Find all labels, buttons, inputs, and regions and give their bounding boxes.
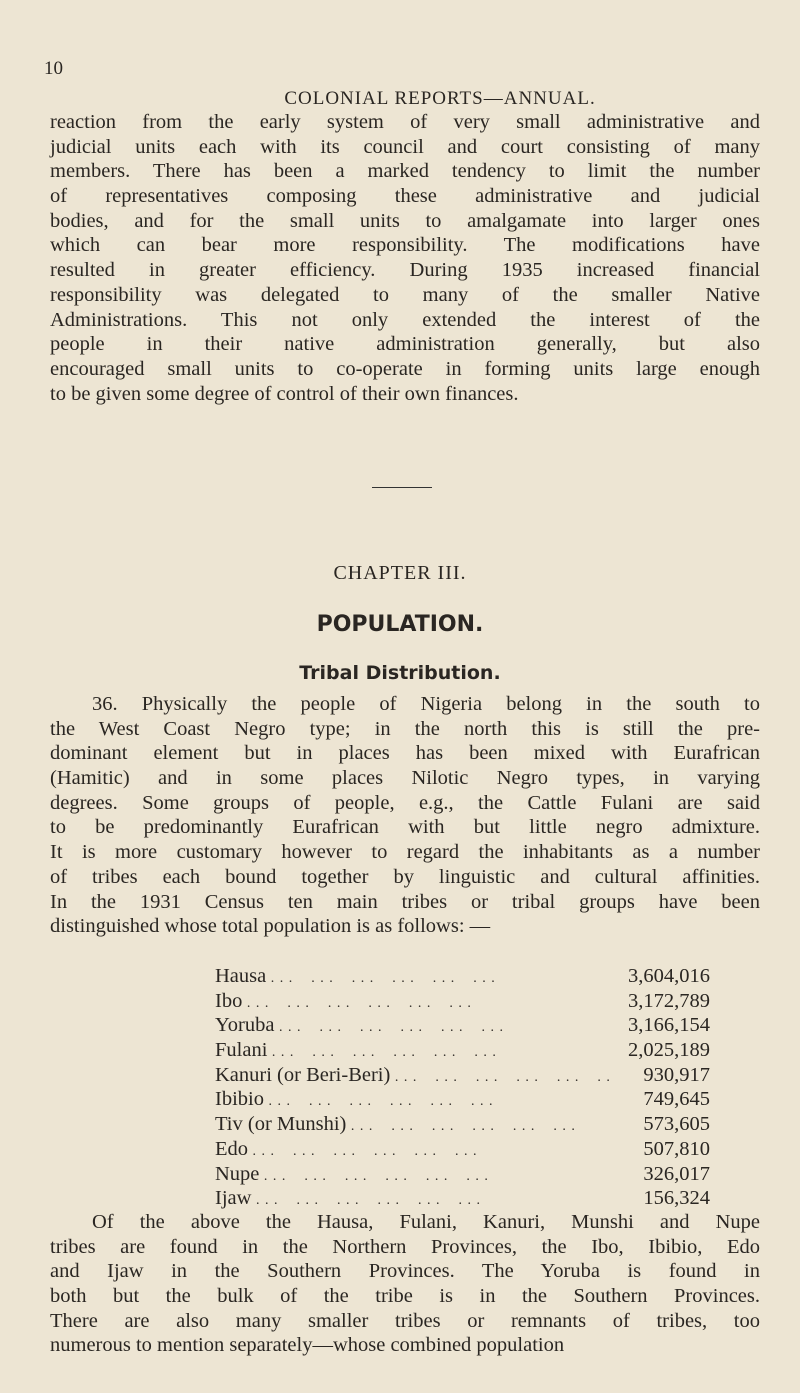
text-line: tribes are found in the Northern Provinces, the Ibo, Ibibio, Edo [50, 1235, 760, 1258]
text-line: of tribes each bound together by linguistic and cultural affinities. [50, 865, 760, 888]
text-line: In the 1931 Census ten main tribes or tribal groups have been [50, 890, 760, 913]
tribe-name: Fulani . . . [215, 1038, 610, 1063]
text-line: Administrations. This not only extended the interest of the [50, 308, 760, 331]
text-line: It is more customary however to regard the inhabitants as a number [50, 841, 760, 864]
text-line: which can bear more responsibility. The modifications have [50, 234, 760, 257]
tribe-population-table [215, 964, 710, 1211]
text-line: resulted in greater efficiency. During 1935 increased financial [50, 259, 760, 282]
tribe-population: 573,605 [643, 1113, 710, 1136]
table-row [215, 1063, 710, 1088]
text-line: to be predominantly Eurafrican with but little negro admixture. [50, 816, 760, 839]
table-row [215, 1038, 710, 1063]
text-line: of representatives composing these administrative and judicial [50, 185, 760, 208]
paragraph-3 [50, 1210, 760, 1358]
text-line: degrees. Some groups of people, e.g., the Cattle Fulani are said [50, 791, 760, 814]
tribe-name: Ijaw . . . [215, 1186, 610, 1211]
tribe-name: Ibo . . . [215, 989, 610, 1014]
text-line: both but the bulk of the tribe is in the Southern Provinces. [50, 1285, 760, 1308]
tribe-population: 507,810 [643, 1137, 710, 1160]
tribe-population: 3,172,789 [628, 989, 710, 1012]
table-row [215, 1186, 710, 1211]
subsection-title: Tribal Distribution. [299, 662, 501, 684]
text-line: bodies, and for the small units to amalgamate into larger ones [50, 209, 760, 232]
text-line: Of the above the Hausa, Fulani, Kanuri, Munshi and Nupe [92, 1211, 760, 1233]
text-line: (Hamitic) and in some places Nilotic Negro types, in varying [50, 767, 760, 790]
tribe-name: Hausa . . . [215, 964, 610, 989]
table-row [215, 1087, 710, 1112]
tribe-population: 930,917 [643, 1063, 710, 1086]
section-title: POPULATION. [316, 612, 484, 637]
text-line: reaction from the early system of very small administrative and [50, 111, 760, 133]
table-row [215, 1162, 710, 1187]
tribe-name: Nupe . . . [215, 1162, 610, 1187]
text-line: to be given some degree of control of their own finances. [50, 382, 519, 405]
text-line: responsibility was delegated to many of the smaller Native [50, 283, 760, 306]
running-header: COLONIAL REPORTS—ANNUAL. [284, 88, 596, 109]
tribe-name: Yoruba . . . [215, 1013, 610, 1038]
table-row [215, 1013, 710, 1038]
text-line: and Ijaw in the Southern Provinces. The Yoruba is found in [50, 1260, 760, 1283]
chapter-heading: CHAPTER III. [333, 562, 467, 584]
text-line: dominant element but in places has been mixed with Eurafrican [50, 742, 760, 765]
section-divider [372, 487, 432, 488]
text-line: members. There has been a marked tendency to limit the number [50, 160, 760, 183]
tribe-name: Kanuri (or Beri-Beri) . . . [215, 1063, 610, 1088]
text-line: 36. Physically the people of Nigeria belong in the south to [92, 693, 760, 715]
paragraph-36 [50, 692, 760, 939]
table-row [215, 1112, 710, 1137]
text-line: numerous to mention separately—whose combined population [50, 1334, 565, 1357]
text-line: people in their native administration generally, but also [50, 333, 760, 356]
tribe-name: Edo . . . [215, 1137, 610, 1162]
tribe-population: 749,645 [643, 1088, 710, 1111]
table-row [215, 989, 710, 1014]
table-row [215, 1137, 710, 1162]
tribe-name: Ibibio . . . [215, 1087, 610, 1112]
tribe-population: 326,017 [643, 1162, 710, 1185]
tribe-population: 156,324 [643, 1187, 710, 1210]
text-line: There are also many smaller tribes or remnants of tribes, too [50, 1309, 760, 1332]
tribe-population: 2,025,189 [628, 1039, 710, 1062]
text-line: judicial units each with its council and court consisting of many [50, 135, 760, 158]
text-line: encouraged small units to co-operate in forming units large enough [50, 357, 760, 380]
table-row [215, 964, 710, 989]
tribe-name: Tiv (or Munshi) . . . [215, 1112, 610, 1137]
tribe-population: 3,604,016 [628, 965, 710, 987]
tribe-population: 3,166,154 [628, 1014, 710, 1037]
page-number: 10 [44, 58, 63, 79]
text-line: distinguished whose total population is as follows: — [50, 915, 491, 938]
text-line: the West Coast Negro type; in the north this is still the pre- [50, 717, 760, 740]
paragraph-1 [50, 110, 760, 406]
